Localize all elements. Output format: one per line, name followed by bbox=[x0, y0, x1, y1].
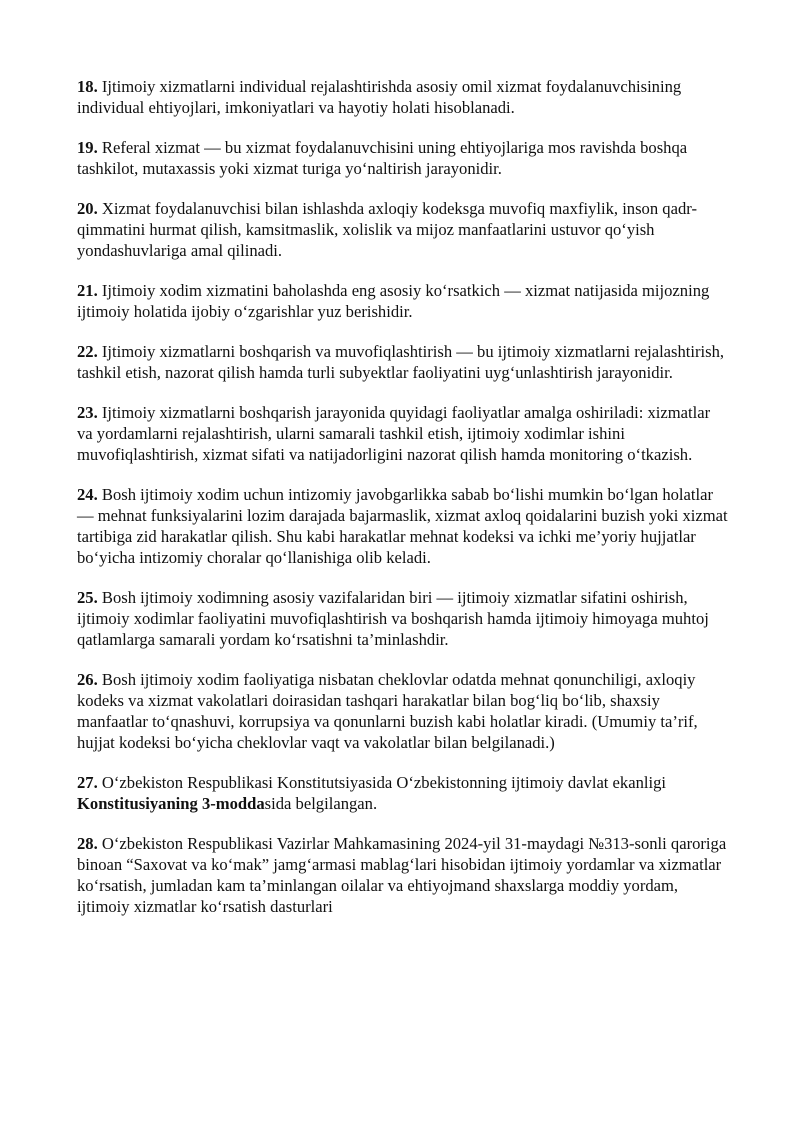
list-item bbox=[77, 137, 729, 179]
item-number: 25. bbox=[77, 588, 98, 607]
item-number: 20. bbox=[77, 199, 98, 218]
list-item bbox=[77, 669, 729, 753]
item-text: Ijtimoiy xodim xizmatini baholashda eng asosiy ko‘rsatkich — xizmat natijasida mijozning ijtimoiy holatida ijobiy o‘zgarishlar yuz berishidir. bbox=[77, 281, 710, 321]
item-number: 26. bbox=[77, 670, 98, 689]
list-item bbox=[77, 833, 729, 917]
item-text: Bosh ijtimoiy xodim faoliyatiga nisbatan cheklovlar odatda mehnat qonunchiligi, axloqiy kodeks va xizmat vakolatlari doirasidan tashqari harakatlar bilan bog‘liq bo‘lib, shaxsiy manfaatlar to‘qnashuvi, korrupsiya va qonunlarni buzish kabi holatlar kiradi. (Umumiy ta’rif, hujjat kodeksi bo‘yicha cheklovlar vaqt va vakolatlar bilan belgilanadi.) bbox=[77, 670, 698, 752]
list-item bbox=[77, 280, 729, 322]
item-text: sida belgilangan. bbox=[264, 794, 378, 813]
list-item bbox=[77, 587, 729, 650]
item-number: 23. bbox=[77, 403, 98, 422]
item-number: 21. bbox=[77, 281, 98, 300]
list-item bbox=[77, 402, 729, 465]
item-text: Bosh ijtimoiy xodimning asosiy vazifalaridan biri — ijtimoiy xizmatlar sifatini oshirish, ijtimoiy xodimlar faoliyatini muvofiqlashtirish va boshqarish hamda ijtimoiy himoyaga muhtoj qatlamlarga samarali yordam ko‘rsatishni ta’minlashdir. bbox=[77, 588, 709, 649]
item-text: O‘zbekiston Respublikasi Konstitutsiyasida O‘zbekistonning ijtimoiy davlat ekanligi bbox=[97, 773, 667, 792]
list-item bbox=[77, 76, 729, 118]
item-text: Ijtimoiy xizmatlarni boshqarish jarayonida quyidagi faoliyatlar amalga oshiriladi: xizmatlar va yordamlarni rejalashtirish, ularni samarali tashkil etish, ijtimoiy xodimlar ishini muvofiqlashtirish, xizmat sifati va natijadorligini nazorat qilish hamda monitoring o‘tkazish. bbox=[77, 403, 711, 464]
item-number: 18. bbox=[77, 77, 98, 96]
item-text: Ijtimoiy xizmatlarni individual rejalashtirishda asosiy omil xizmat foydalanuvchisining individual ehtiyojlari, imkoniyatlari va hayotiy holati hisoblanadi. bbox=[77, 77, 682, 117]
item-text: Referal xizmat — bu xizmat foydalanuvchisini uning ehtiyojlariga mos ravishda boshqa tashkilot, mutaxassis yoki xizmat turiga yo‘naltirish jarayonidir. bbox=[77, 138, 688, 178]
list-item bbox=[77, 772, 729, 814]
item-text: Ijtimoiy xizmatlarni boshqarish va muvofiqlashtirish — bu ijtimoiy xizmatlarni rejalashtirish, tashkil etish, nazorat qilish hamda turli subyektlar faoliyatini uyg‘unlashtirish jarayonidir. bbox=[77, 342, 725, 382]
item-number: 19. bbox=[77, 138, 98, 157]
list-item bbox=[77, 484, 729, 568]
document-page bbox=[77, 76, 729, 936]
item-text: Bosh ijtimoiy xodim uchun intizomiy javobgarlikka sabab bo‘lishi mumkin bo‘lgan holatlar — mehnat funksiyalarini lozim darajada bajarmaslik, xizmat axloq qoidalarini buzish yoki xizmat tartibiga zid harakatlar qilish. Shu kabi harakatlar mehnat kodeksi va ichki me’yoriy hujjatlar bo‘yicha intizomiy choralar qo‘llanishiga olib keladi. bbox=[77, 485, 728, 567]
item-number: 24. bbox=[77, 485, 98, 504]
item-text: O‘zbekiston Respublikasi Vazirlar Mahkamasining 2024-yil 31-maydagi №313-sonli qaroriga binoan “Saxovat va ko‘mak” jamg‘armasi mablag‘lari hisobidan ijtimoiy yordamlar va xizmatlar ko‘rsatish, jumladan kam ta’minlangan oilalar va ehtiyojmand shaxslarga moddiy yordam, ijtimoiy xizmatlar ko‘rsatish dasturlari bbox=[77, 834, 727, 916]
list-item bbox=[77, 198, 729, 261]
list-item bbox=[77, 341, 729, 383]
item-text-bold: Konstitusiyaning 3-modda bbox=[77, 794, 265, 813]
item-number: 27. bbox=[77, 773, 98, 792]
item-number: 22. bbox=[77, 342, 98, 361]
item-number: 28. bbox=[77, 834, 98, 853]
item-text: Xizmat foydalanuvchisi bilan ishlashda axloqiy kodeksga muvofiq maxfiylik, inson qadr-qimmatini hurmat qilish, kamsitmaslik, xolislik va mijoz manfaatlarini ustuvor qo‘yish yondashuvlariga amal qilinadi. bbox=[77, 199, 697, 260]
